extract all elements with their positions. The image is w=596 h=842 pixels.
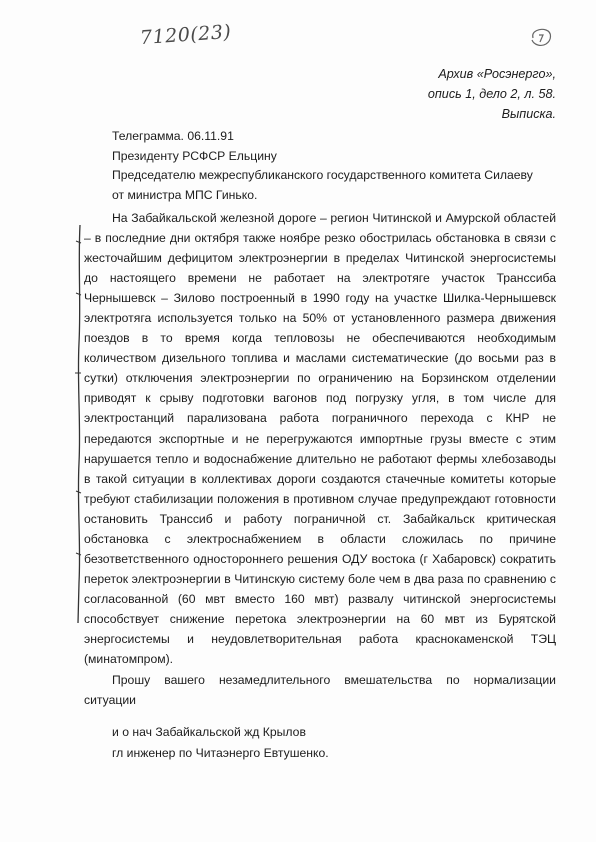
telegram-body bbox=[84, 208, 556, 710]
body-paragraph-2: Прошу вашего незамедлительного вмешательства по нормализации ситуации bbox=[84, 673, 556, 708]
archive-reference bbox=[428, 64, 556, 124]
body-paragraph-1: На Забайкальской железной дороге – регион Читинской и Амурской областей – в последние дни октября также ноябре резко обострилась обстановка в связи с жесточайшим дефицитом электроэнергии в пределах Читинской энергосистемы до настоящего времени не работает на электротяге участок Транссиба Чернышевск – Зилово построенный в 1990 году на участке Шилка-Чернышевск электротяга используется только на 50% от установленного размера движения поездов в то время когда тепловозы не обеспечиваются необходимым количеством дизельного топлива и маслами систематические (до восьми раз в сутки) отключения электроэнергии по ограничению на Борзинском отделении приводят к срыву подготовки вагонов под погрузку угля, в том числе для электростанций парализована работа пограничного перехода с КНР не передаются экспортные и не перегружаются импортные грузы вместе с этим нарушается тепло и водоснабжение длительно не работают фермы хлебозаводы в такой ситуации в коллективах дороги создаются стачечные комитеты которые требуют стабилизации положения в противном случае предупреждают готовности остановить Транссиб и работу пограничной ст. Забайкальск критическая обстановка с электроснабжением в области сложилась по причине безответственного одностороннего решения ОДУ востока (г Хабаровск) сократить переток электроэнергии в Читинскую систему боле чем в два раза по сравнению с согласованной (60 мвт вместо 160 мвт) развалу читинской энергосистемы способствует снижение перетока электроэнергии на 60 мвт из Бурятской энергосистемы и неудовлетворительная работа краснокаменской ТЭЦ (минатомпром). bbox=[84, 211, 556, 667]
archive-line-2: опись 1, дело 2, л. 58. bbox=[427, 87, 556, 101]
telegram-date: Телеграмма. 06.11.91 bbox=[112, 129, 234, 143]
page-number-mark bbox=[528, 26, 554, 48]
handwritten-archive-number: 7120(23) bbox=[139, 20, 233, 50]
recipient-president: Президенту РСФСР Ельцину bbox=[112, 148, 277, 163]
signature-line-1: и о нач Забайкальской жд Крылов bbox=[112, 725, 306, 739]
telegram-header bbox=[112, 127, 533, 205]
recipient-committee: Председателю межреспубликанского государственного комитета Силаеву bbox=[112, 168, 533, 182]
signatures bbox=[112, 722, 329, 763]
sender-minister: от министра МПС Гинько. bbox=[112, 187, 258, 202]
archive-line-3: Выписка. bbox=[501, 107, 556, 121]
signature-line-2: гл инженер по Читаэнерго Евтушенко. bbox=[112, 745, 329, 760]
archive-line-1: Архив «Росэнерго», bbox=[438, 67, 556, 81]
